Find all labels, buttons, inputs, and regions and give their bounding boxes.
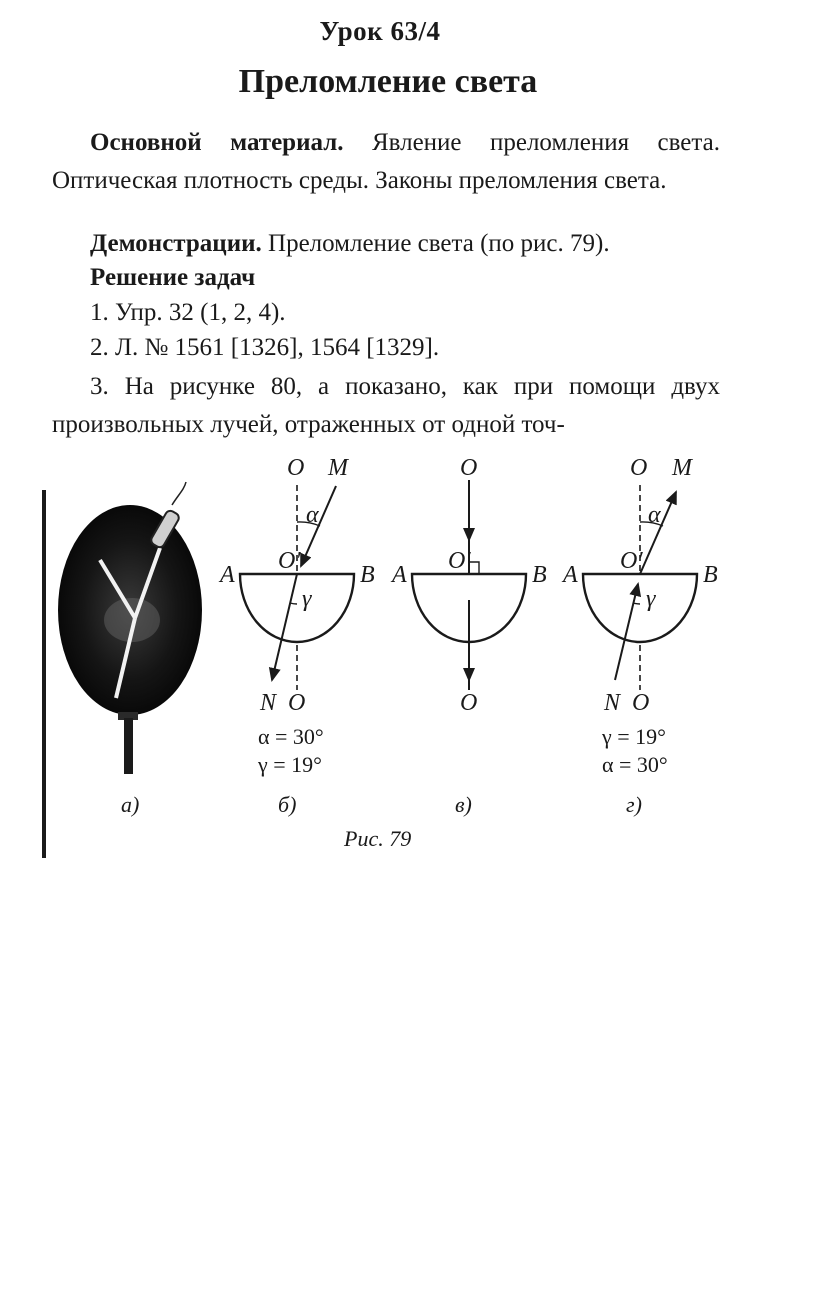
problem-item-3: 3. На рисунке 80, а показано, как при помощи двух произвольных лучей, отраженных от одной точ- (52, 373, 720, 438)
problems-heading: Решение задач (90, 264, 256, 291)
label-a: A (220, 562, 235, 588)
main-material-lead: Основной материал. (90, 129, 344, 156)
label-gamma: γ (302, 586, 312, 612)
cable (172, 482, 186, 505)
main-material-text: Явление преломления света. Оптическая плотность среды. Законы преломления света. (52, 129, 720, 194)
label-b: B (360, 562, 375, 588)
panel-c-label: в) (455, 792, 472, 817)
label-alpha: α (648, 502, 661, 528)
panel-b-diagram (218, 455, 375, 817)
half-cylinder (240, 574, 354, 642)
label-o-top: O (630, 455, 648, 481)
value-alpha: α = 30° (602, 752, 668, 777)
label-alpha: α (306, 502, 319, 528)
label-gamma: γ (646, 586, 656, 612)
label-a: A (563, 562, 578, 588)
label-o-prime: O′ (620, 548, 643, 574)
label-n: N (260, 690, 277, 716)
panel-a-label: а) (121, 792, 140, 817)
label-o-prime: O′ (448, 548, 471, 574)
label-o-bottom: O (460, 690, 478, 716)
label-n: N (604, 690, 621, 716)
problem-item-1: 1. Упр. 32 (1, 2, 4). (90, 299, 286, 326)
main-material-paragraph (52, 124, 720, 200)
value-gamma: γ = 19° (602, 724, 666, 749)
stand-rod (124, 718, 133, 774)
label-b: B (703, 562, 718, 588)
label-b: B (532, 562, 547, 588)
problem-item-2: 2. Л. № 1561 [1326], 1564 [1329]. (90, 334, 440, 361)
label-m: M (328, 455, 348, 481)
panel-a-photo (58, 482, 202, 774)
label-o-top: O (460, 455, 478, 481)
value-alpha: α = 30° (258, 724, 324, 749)
label-a: A (392, 562, 407, 588)
panel-d-label: г) (626, 792, 642, 817)
panel-c-diagram (390, 455, 547, 817)
label-o-bottom: O (288, 690, 306, 716)
label-m: M (672, 455, 692, 481)
panel-d-diagram (561, 455, 718, 817)
label-o-bottom: O (632, 690, 650, 716)
value-gamma: γ = 19° (258, 752, 322, 777)
half-cylinder (583, 574, 697, 642)
demonstrations-line (90, 230, 610, 258)
panel-b-label: б) (278, 792, 297, 817)
figure-79 (0, 440, 816, 870)
scan-edge-line (42, 490, 46, 858)
label-o-top: O (287, 455, 305, 481)
lesson-number: Урок 63/4 (319, 16, 441, 46)
figure-caption: Рис. 79 (344, 826, 412, 851)
demonstrations-lead: Демонстрации. (90, 230, 262, 257)
demonstrations-text: Преломление света (по рис. 79). (261, 230, 610, 257)
label-o-prime: O′ (278, 548, 301, 574)
lesson-title: Преломление света (238, 63, 538, 100)
